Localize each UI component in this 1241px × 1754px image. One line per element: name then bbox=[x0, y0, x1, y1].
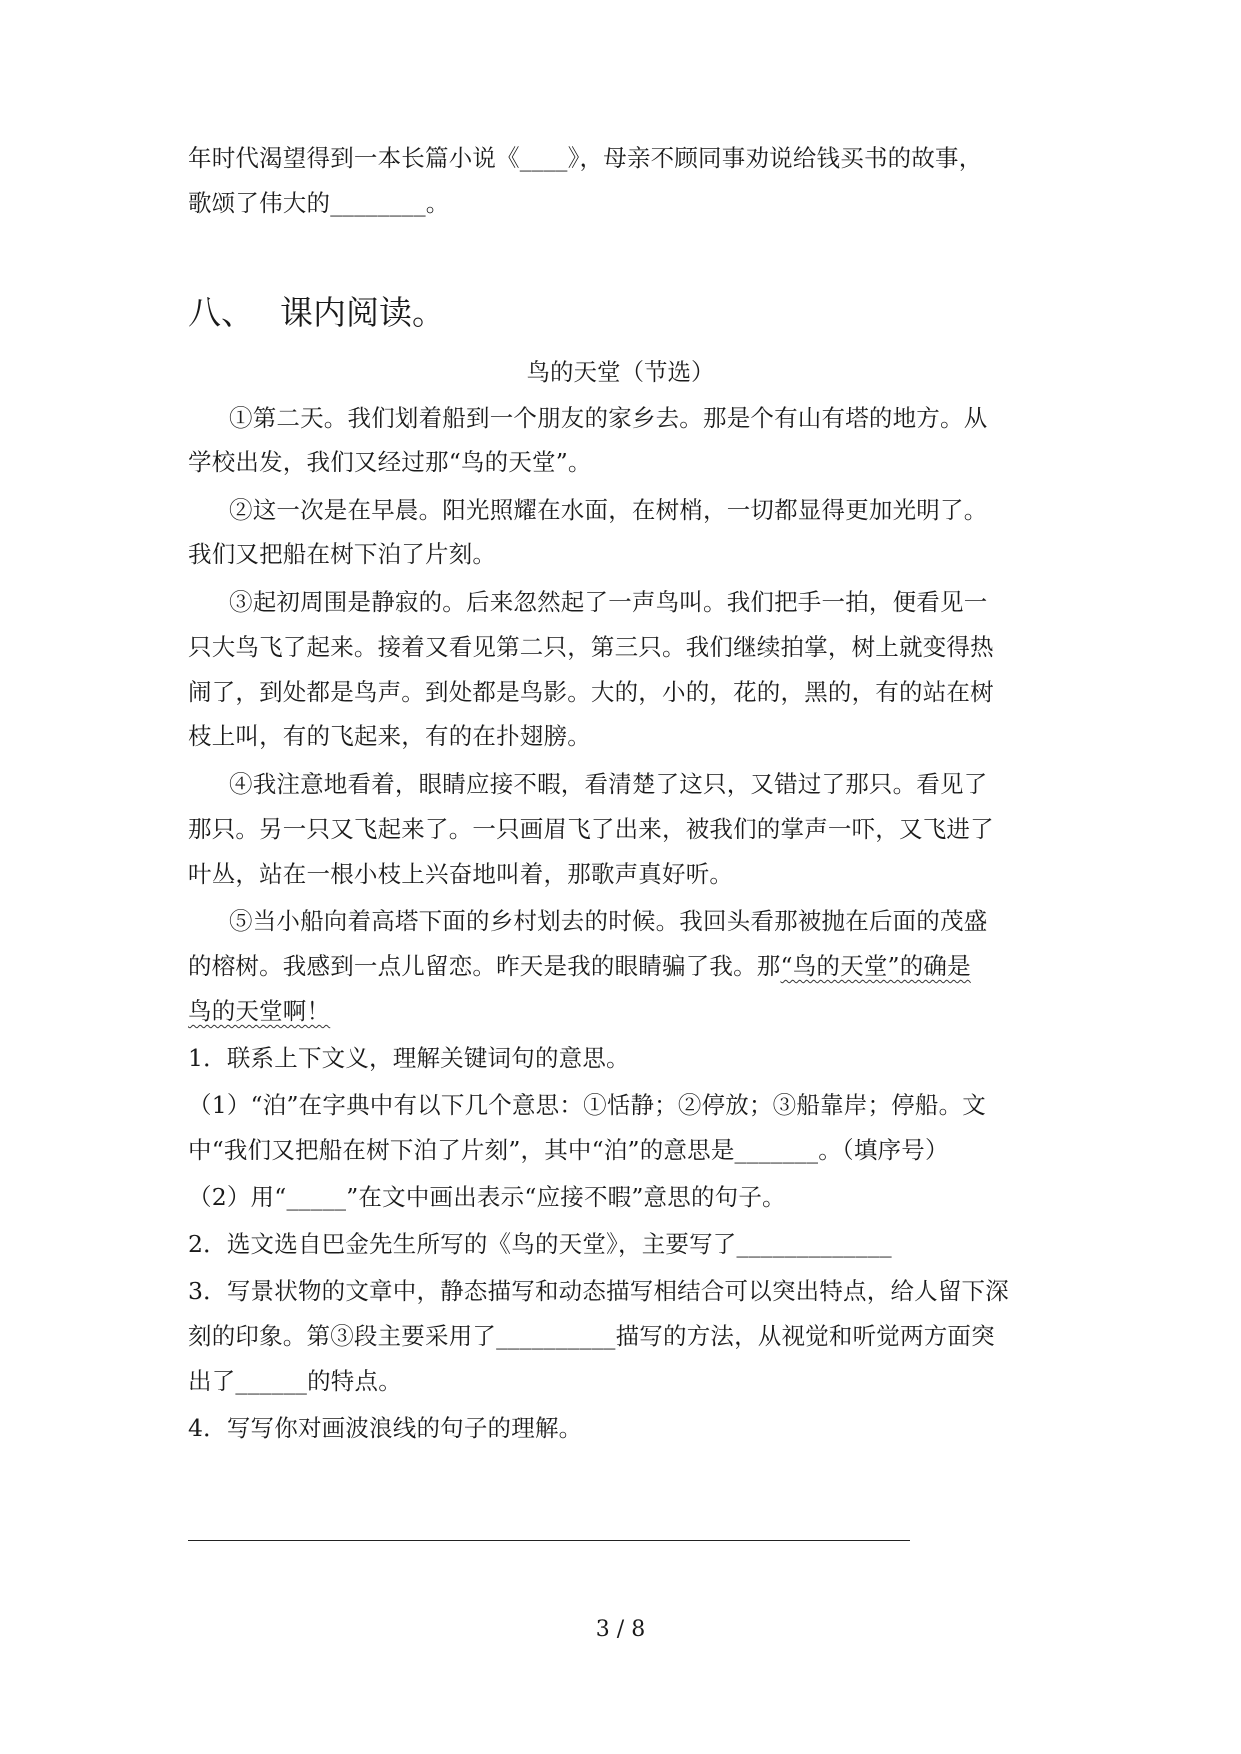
question-1-2: （2）用“_____”在文中画出表示“应接不暇”意思的句子。 bbox=[188, 1183, 786, 1211]
question-1: 1．联系上下文义，理解关键词句的意思。 bbox=[188, 1044, 630, 1072]
passage-line: 学校出发，我们又经过那“鸟的天堂”。 bbox=[188, 448, 592, 476]
passage-line: 枝上叫，有的飞起来，有的在扑翅膀。 bbox=[188, 722, 591, 750]
passage-line: 我们又把船在树下泊了片刻。 bbox=[188, 540, 497, 568]
passage-title: 鸟的天堂（节选） bbox=[526, 358, 715, 386]
question-3-line-3: 出了______的特点。 bbox=[188, 1367, 402, 1395]
passage-line bbox=[188, 995, 1048, 1027]
passage-line: ①第二天。我们划着船到一个朋友的家乡去。那是个有山有塔的地方。从 bbox=[229, 404, 988, 432]
section-title: 课内阅读。 bbox=[280, 293, 445, 332]
question-2: 2．选文选自巴金先生所写的《鸟的天堂》，主要写了_____________ bbox=[188, 1230, 892, 1258]
section-number: 八、 bbox=[188, 293, 254, 332]
intro-line-2: 歌颂了伟大的________。 bbox=[188, 189, 450, 217]
passage-line: 闹了，到处都是鸟声。到处都是鸟影。大的，小的，花的，黑的，有的站在树 bbox=[188, 678, 994, 706]
passage-line: ④我注意地看着，眼睛应接不暇，看清楚了这只，又错过了那只。看见了 bbox=[229, 770, 988, 798]
passage-line: 只大鸟飞了起来。接着又看见第二只，第三只。我们继续拍掌，树上就变得热 bbox=[188, 633, 994, 661]
passage-line bbox=[188, 950, 1048, 982]
passage-line: ③起初周围是静寂的。后来忽然起了一声鸟叫。我们把手一拍，便看见一 bbox=[229, 588, 988, 616]
answer-line bbox=[188, 1540, 910, 1541]
passage-line: 叶丛，站在一根小枝上兴奋地叫着，那歌声真好听。 bbox=[188, 860, 734, 888]
passage-text: 的榕树。我感到一点儿留恋。昨天是我的眼睛骗了我。那 bbox=[188, 952, 781, 980]
passage-line: 那只。另一只又飞起来了。一只画眉飞了出来，被我们的掌声一吓，又飞进了 bbox=[188, 815, 994, 843]
question-4: 4．写写你对画波浪线的句子的理解。 bbox=[188, 1414, 583, 1442]
passage-line: ⑤当小船向着高塔下面的乡村划去的时候。我回头看那被抛在后面的茂盛 bbox=[229, 907, 988, 935]
question-1-1-line-1: （1）“泊”在字典中有以下几个意思：①恬静；②停放；③船靠岸；停船。文 bbox=[188, 1091, 986, 1119]
question-3-line-1: 3．写景状物的文章中，静态描写和动态描写相结合可以突出特点，给人留下深 bbox=[188, 1277, 1009, 1305]
wavy-underlined-sentence: 鸟的天堂啊！ bbox=[188, 997, 331, 1025]
passage-line: ②这一次是在早晨。阳光照耀在水面，在树梢，一切都显得更加光明了。 bbox=[229, 496, 988, 524]
section-heading bbox=[188, 293, 445, 333]
wavy-underlined-sentence: “鸟的天堂”的确是 bbox=[780, 952, 971, 980]
page-number: 3 / 8 bbox=[595, 1617, 646, 1642]
intro-line-1: 年时代渴望得到一本长篇小说《____》，母亲不顾同事劝说给钱买书的故事， bbox=[188, 144, 983, 172]
question-3-line-2: 刻的印象。第③段主要采用了__________描写的方法，从视觉和听觉两方面突 bbox=[188, 1322, 995, 1350]
question-1-1-line-2: 中“我们又把船在树下泊了片刻”，其中“泊”的意思是_______。（填序号） bbox=[188, 1136, 949, 1164]
